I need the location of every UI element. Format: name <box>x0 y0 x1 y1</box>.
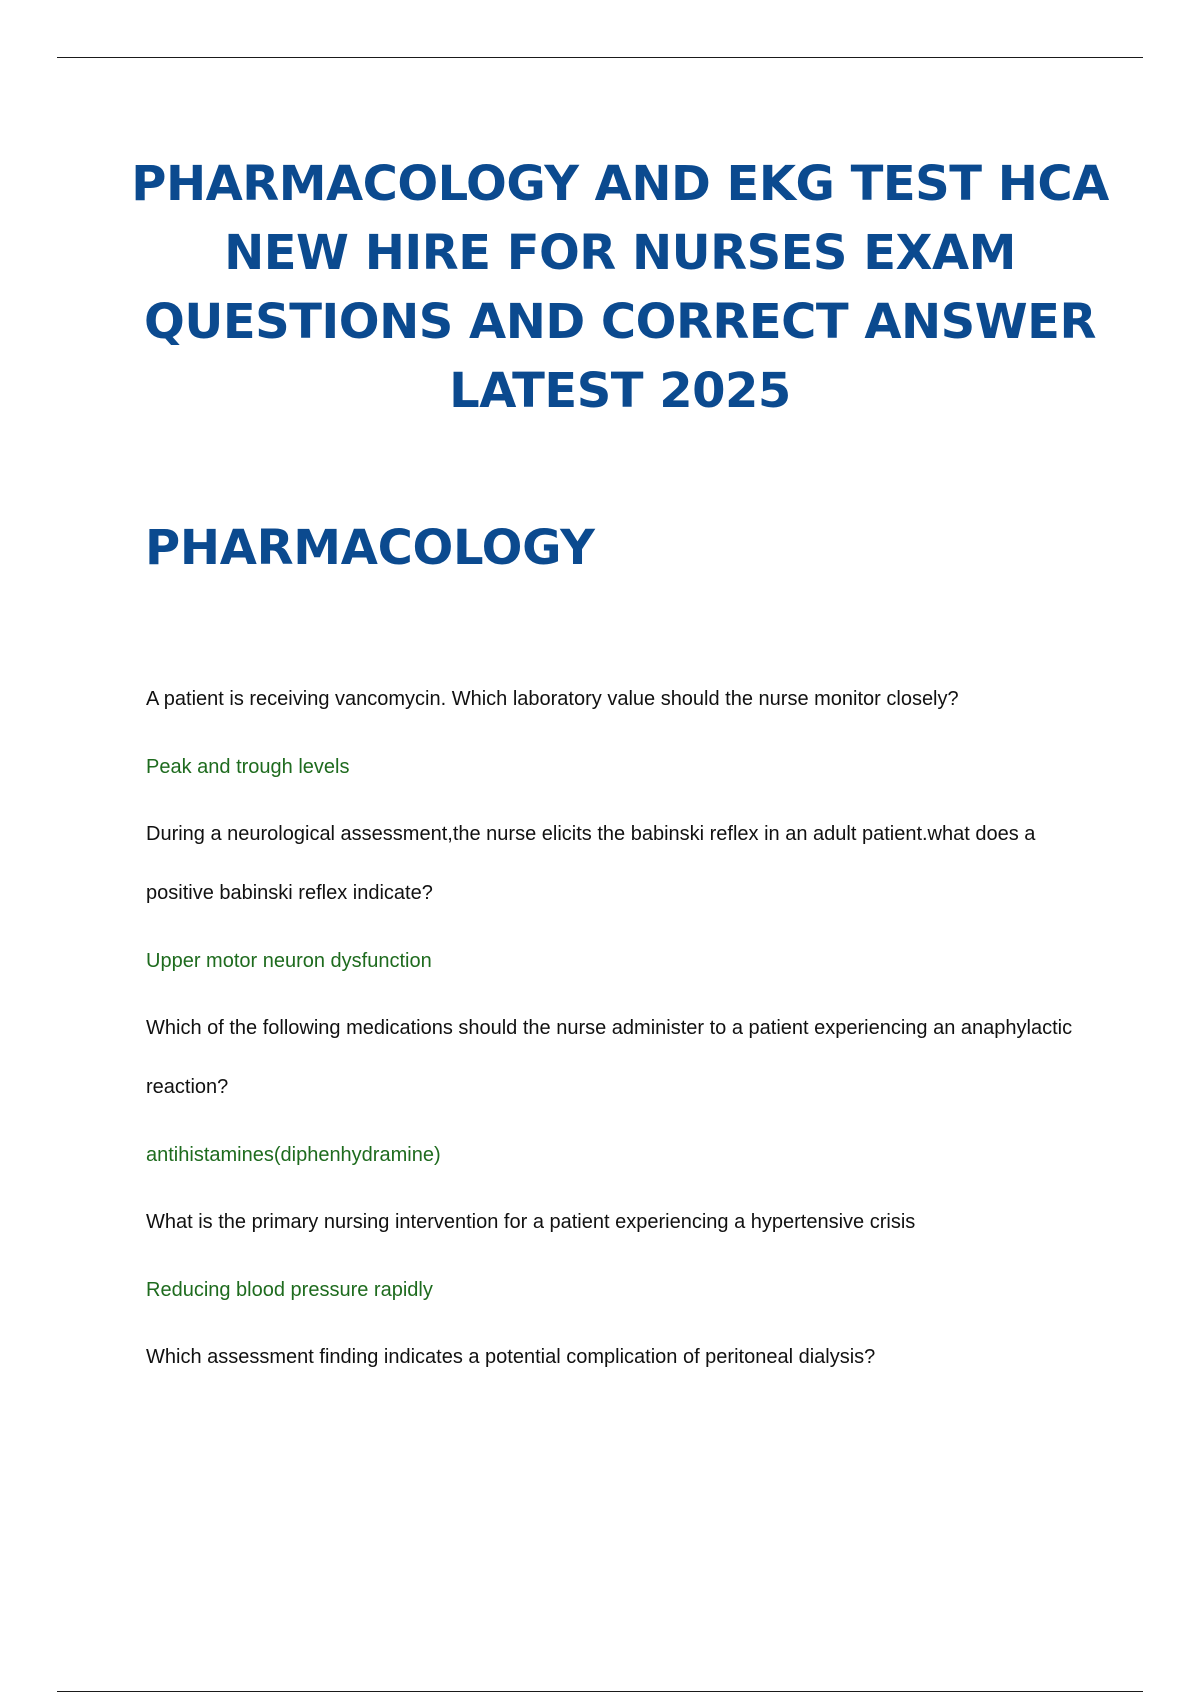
qa-item-4 <box>146 1193 1086 1312</box>
document-title: PHARMACOLOGY AND EKG TEST HCA NEW HIRE FOR NURSES EXAM QUESTIONS AND CORRECT ANSWER LATEST 2025 <box>131 156 1109 419</box>
qa-item-1 <box>146 670 1086 789</box>
question-answer-list <box>146 670 1086 1387</box>
section-heading-pharmacology: PHARMACOLOGY <box>145 520 595 576</box>
answer-text: Reducing blood pressure rapidly <box>146 1279 433 1301</box>
answer-text: Peak and trough levels <box>146 756 350 778</box>
qa-item-5 <box>146 1328 1086 1387</box>
answer-text: antihistamines(diphenhydramine) <box>146 1144 441 1166</box>
answer-text: Upper motor neuron dysfunction <box>146 950 432 972</box>
question-text: What is the primary nursing intervention for a patient experiencing a hypertensive crisis <box>146 1211 916 1233</box>
question-text: During a neurological assessment,the nurse elicits the babinski reflex in an adult patient.what does a positive babinski reflex indicate? <box>146 823 1036 904</box>
question-text: Which of the following medications should the nurse administer to a patient experiencing an anaphylactic reaction? <box>146 1017 1073 1098</box>
qa-item-3 <box>146 999 1086 1177</box>
qa-item-2 <box>146 805 1086 983</box>
question-text: Which assessment finding indicates a potential complication of peritoneal dialysis? <box>146 1346 876 1368</box>
question-text: A patient is receiving vancomycin. Which laboratory value should the nurse monitor closely? <box>146 688 959 710</box>
top-rule <box>57 57 1143 58</box>
bottom-rule <box>57 1691 1143 1692</box>
